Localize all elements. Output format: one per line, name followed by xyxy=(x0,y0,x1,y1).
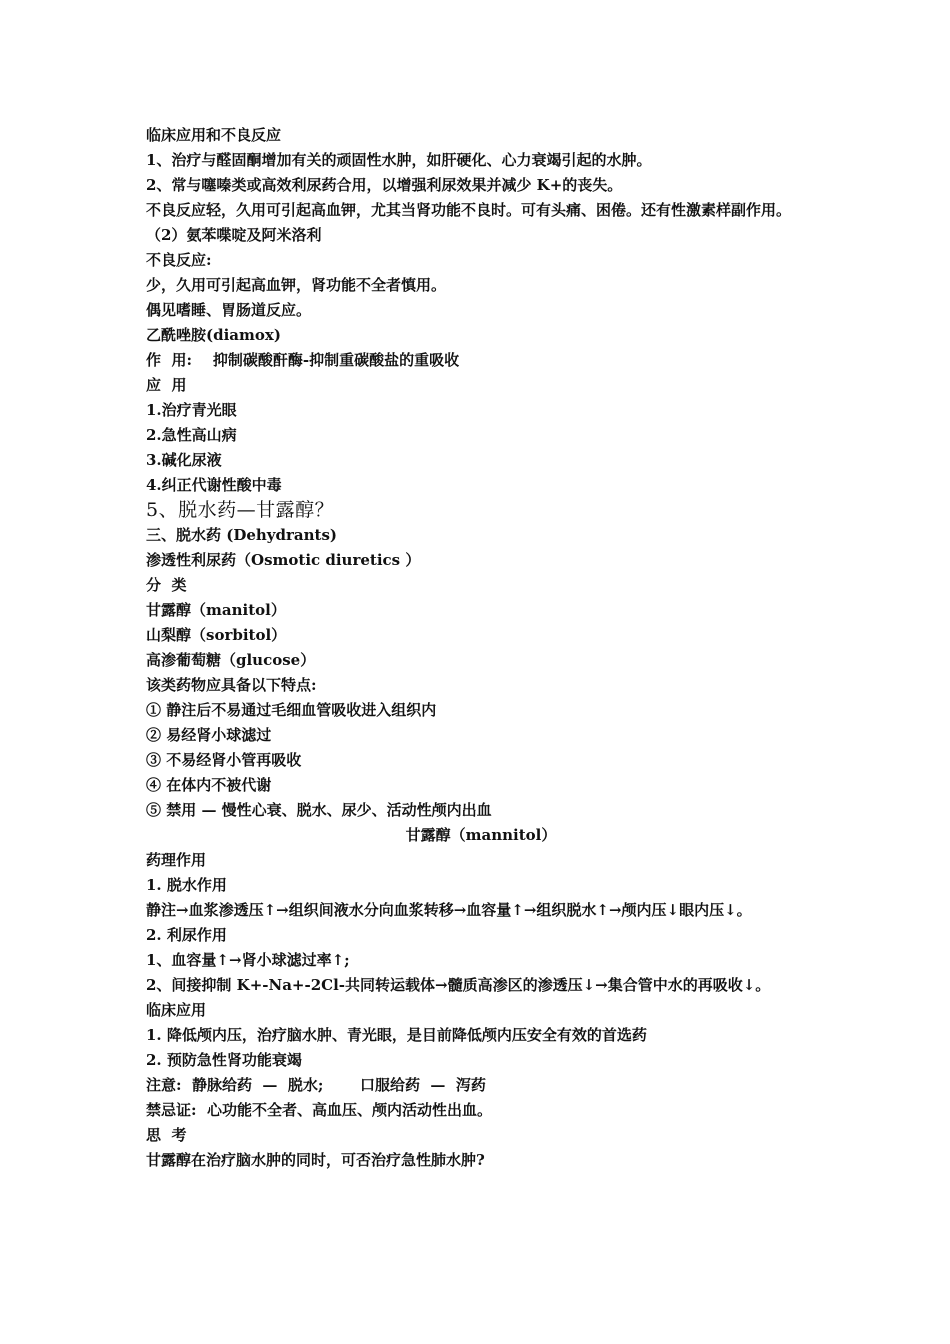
paragraph: 静注→血浆渗透压↑→组织间液水分向血浆转移→血容量↑→组织脱水↑→颅内压↓眼内压↓。 xyxy=(146,901,752,919)
subheading: （2）氨苯喋啶及阿米洛利 xyxy=(146,226,322,244)
list-item: ② 易经肾小球滤过 xyxy=(146,726,272,744)
subheading: 药理作用 xyxy=(146,851,207,869)
list-item: ③ 不易经肾小管再吸收 xyxy=(146,751,302,769)
paragraph: 不良反应: xyxy=(146,251,212,269)
list-item: 山梨醇（sorbitol） xyxy=(146,626,287,644)
subheading: 应 用 xyxy=(146,376,187,394)
paragraph: 1、血容量↑→肾小球滤过率↑; xyxy=(146,951,350,969)
paragraph: 作 用: 抑制碳酸酐酶-抑制重碳酸盐的重吸收 xyxy=(146,351,460,369)
subheading: 思 考 xyxy=(146,1126,187,1144)
document-page xyxy=(146,123,816,1173)
paragraph: 偶见嗜睡、胃肠道反应。 xyxy=(146,301,312,319)
list-item: 2.急性高山病 xyxy=(146,426,237,444)
list-item: 高渗葡萄糖（glucose） xyxy=(146,651,316,669)
subheading: 乙酰唑胺(diamox) xyxy=(146,326,281,344)
section-heading: 三、脱水药 (Dehydrants) xyxy=(146,526,337,544)
subheading: 临床应用 xyxy=(146,1001,207,1019)
list-item: 1.治疗青光眼 xyxy=(146,401,237,419)
paragraph: 甘露醇在治疗脑水肿的同时，可否治疗急性肺水肿? xyxy=(146,1151,485,1169)
list-item: 1. 降低颅内压，治疗脑水肿、青光眼，是目前降低颅内压安全有效的首选药 xyxy=(146,1026,647,1044)
paragraph: 1、治疗与醛固酮增加有关的顽固性水肿，如肝硬化、心力衰竭引起的水肿。 xyxy=(146,151,652,169)
paragraph: 2、间接抑制 K+-Na+-2Cl-共同转运载体→髓质高渗区的渗透压↓→集合管中水的再吸收↓。 xyxy=(146,976,771,994)
paragraph: 渗透性利尿药（Osmotic diuretics ） xyxy=(146,551,421,569)
centered-heading: 甘露醇（mannitol） xyxy=(405,826,557,844)
list-item: 2. 预防急性肾功能衰竭 xyxy=(146,1051,302,1069)
paragraph: 少，久用可引起高血钾，肾功能不全者慎用。 xyxy=(146,276,447,294)
list-item: 4.纠正代谢性酸中毒 xyxy=(146,476,282,494)
paragraph: 2、常与噻嗪类或高效利尿药合用，以增强利尿效果并减少 K+的丧失。 xyxy=(146,176,623,194)
list-item: ⑤ 禁用 — 慢性心衰、脱水、尿少、活动性颅内出血 xyxy=(146,801,492,819)
section-heading: 临床应用和不良反应 xyxy=(146,126,282,144)
list-item: ① 静注后不易通过毛细血管吸收进入组织内 xyxy=(146,701,437,719)
paragraph: 禁忌证: 心功能不全者、高血压、颅内活动性出血。 xyxy=(146,1101,492,1119)
list-item: 2. 利尿作用 xyxy=(146,926,227,944)
list-item: ④ 在体内不被代谢 xyxy=(146,776,272,794)
paragraph: 注意: 静脉给药 — 脱水; 口服给药 — 泻药 xyxy=(146,1076,486,1094)
subheading: 分 类 xyxy=(146,576,187,594)
paragraph: 不良反应轻，久用可引起高血钾，尤其当肾功能不良时。可有头痛、困倦。还有性激素样副作用。 xyxy=(146,201,792,219)
list-item: 甘露醇（manitol） xyxy=(146,601,286,619)
paragraph: 该类药物应具备以下特点: xyxy=(146,676,317,694)
list-item: 1. 脱水作用 xyxy=(146,876,227,894)
section-title: 5、脱水药—甘露醇？ xyxy=(146,499,335,521)
list-item: 3.碱化尿液 xyxy=(146,451,222,469)
